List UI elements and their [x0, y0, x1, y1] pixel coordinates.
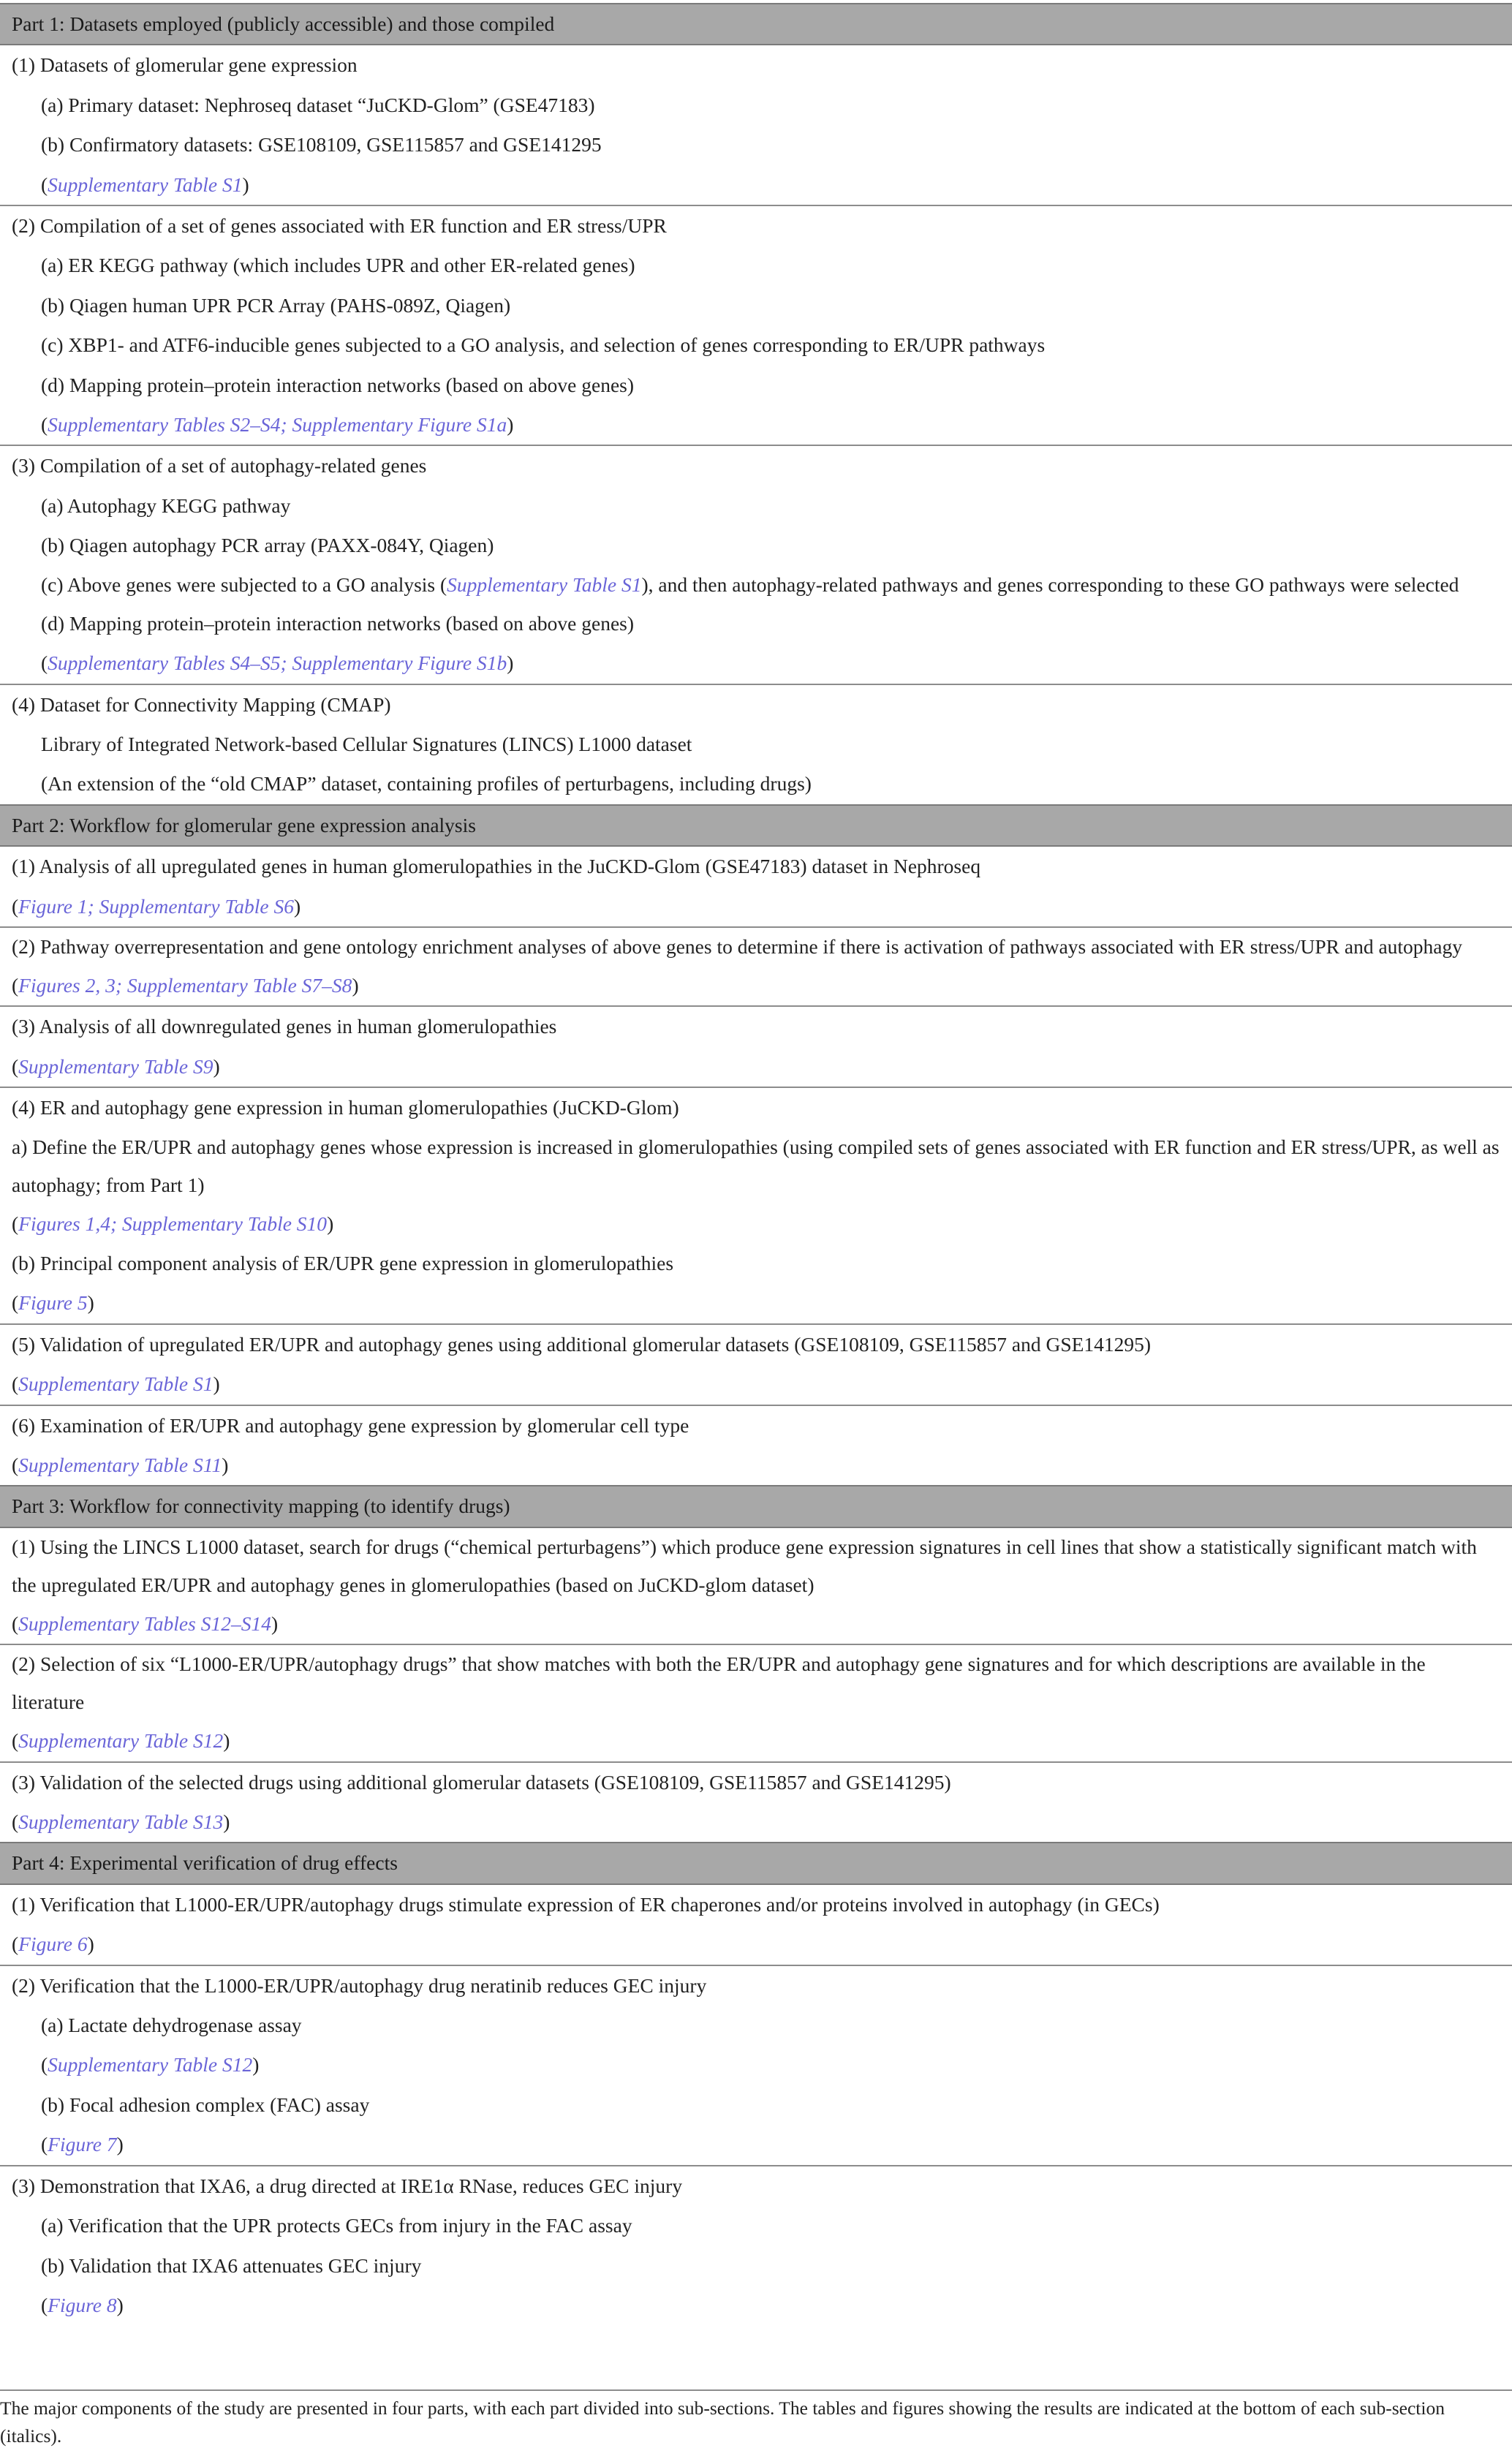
part-header-row: [0, 805, 1512, 846]
paren-close: ): [271, 1611, 279, 1635]
section-item: (6) Examination of ER/UPR and autophagy gene expression by glomerular cell type: [12, 1413, 689, 1437]
part-header: Part 1: Datasets employed (publicly accessible) and those compiled: [0, 4, 1512, 45]
figure-table-reference-link[interactable]: Figure 5: [18, 1291, 88, 1315]
sub-item: (An extension of the “old CMAP” dataset, containing profiles of perturbagens, including drugs): [41, 772, 812, 796]
figure-table-reference-link[interactable]: Supplementary Table S13: [18, 1810, 224, 1834]
paren-close: ): [116, 2133, 124, 2156]
part-header-row: [0, 1486, 1512, 1527]
paren-close: ): [327, 1212, 334, 1235]
section-cell: [0, 1405, 1512, 1486]
section-row: [0, 1324, 1512, 1405]
section-item: (3) Analysis of all downregulated genes in human glomerulopathies: [12, 1015, 557, 1038]
section-row: [0, 1884, 1512, 1965]
sub-item: Library of Integrated Network-based Cellular Signatures (LINCS) L1000 dataset: [41, 732, 692, 755]
section-row: [0, 1762, 1512, 1843]
reference-line: [12, 643, 1500, 683]
paren-open: (: [12, 894, 19, 918]
reference-line: [12, 1721, 1500, 1761]
paren-open: (: [41, 413, 48, 437]
sub-item: (a) Lactate dehydrogenase assay: [41, 2014, 302, 2037]
paren-open: (: [41, 2133, 48, 2156]
paren-open: (: [12, 1372, 19, 1396]
paren-open: (: [12, 1810, 19, 1834]
figure-table-reference-link[interactable]: Figure 8: [48, 2293, 117, 2316]
paren-close: ): [223, 1729, 230, 1753]
sub-item-with-reference: [12, 566, 1500, 604]
section-item: (4) ER and autophagy gene expression in human glomerulopathies (JuCKD-Glom): [12, 1096, 679, 1119]
section-cell: [0, 1527, 1512, 1644]
section-cell: [0, 1884, 1512, 1965]
paren-close: ): [222, 1454, 229, 1476]
figure-table-reference-link[interactable]: Supplementary Tables S2–S4; Supplementary Figure S1a: [48, 413, 507, 437]
paren-open: (: [12, 1932, 19, 1956]
reference-line: [12, 1047, 1500, 1087]
reference-line: [12, 1924, 1500, 1964]
section-item: (2) Pathway overrepresentation and gene ontology enrichment analyses of above genes to determine if there is activation of pathways associated with ER stress/UPR and autophagy: [12, 934, 1463, 958]
sub-item: (a) ER KEGG pathway (which includes UPR and other ER-related genes): [41, 254, 635, 277]
part-header-row: [0, 1843, 1512, 1883]
section-cell: [0, 927, 1512, 1006]
sub-item: (a) Autophagy KEGG pathway: [41, 494, 291, 517]
section-item: (3) Validation of the selected drugs using additional glomerular datasets (GSE108109, GSE115857 and GSE141295): [12, 1770, 951, 1794]
paren-open: (: [12, 1212, 19, 1235]
reference-line: [12, 1204, 1500, 1244]
sub-item: (b) Qiagen autophagy PCR array (PAXX-084Y, Qiagen): [41, 534, 494, 557]
section-row: [0, 1527, 1512, 1644]
section-row: [0, 846, 1512, 927]
sub-item: (b) Confirmatory datasets: GSE108109, GSE115857 and GSE141295: [41, 133, 602, 156]
reference-line: [12, 2045, 1500, 2085]
reference-line: [12, 1446, 1500, 1485]
paren-close: ): [87, 1932, 94, 1956]
paren-open: (: [12, 1611, 19, 1635]
text-fragment: ), and then autophagy-related pathways and genes corresponding to these GO pathways were selected: [641, 573, 1459, 596]
figure-table-reference-link[interactable]: Supplementary Table S11: [18, 1454, 222, 1476]
section-item: (3) Compilation of a set of autophagy-related genes: [12, 454, 427, 477]
sub-item: (b) Validation that IXA6 attenuates GEC injury: [41, 2253, 422, 2277]
figure-table-reference-link[interactable]: Supplementary Table S12: [18, 1729, 224, 1753]
figure-table-reference-link[interactable]: Figure 7: [48, 2133, 117, 2156]
figure-table-reference-link[interactable]: Figures 1,4; Supplementary Table S10: [18, 1212, 328, 1235]
figure-table-reference-link[interactable]: Supplementary Table S12: [48, 2053, 253, 2077]
section-cell: [0, 445, 1512, 684]
section-cell: [0, 684, 1512, 805]
figure-table-reference-link[interactable]: Supplementary Tables S12–S14: [18, 1611, 271, 1635]
section-item: (2) Selection of six “L1000-ER/UPR/autophagy drugs” that show matches with both the ER/UPR and autophagy gene signatures and for which descriptions are available in the literature: [12, 1652, 1426, 1714]
reference-line: [12, 165, 1500, 205]
section-item: (3) Demonstration that IXA6, a drug directed at IRE1α RNase, reduces GEC injury: [12, 2174, 683, 2197]
paren-close: ): [223, 1810, 230, 1834]
section-row: [0, 927, 1512, 1006]
figure-table-reference-link[interactable]: Supplementary Tables S4–S5; Supplementary Figure S1b: [48, 651, 507, 675]
section-row: [0, 45, 1512, 205]
sub-item: (b) Qiagen human UPR PCR Array (PAHS-089Z, Qiagen): [41, 293, 511, 317]
part-header-row: [0, 4, 1512, 45]
inline-reference-link[interactable]: Supplementary Table S1: [447, 573, 642, 596]
section-item: (1) Verification that L1000-ER/UPR/autophagy drugs stimulate expression of ER chaperones and/or proteins involved in autophagy (in GECs): [12, 1892, 1160, 1916]
paren-open: (: [12, 1729, 19, 1753]
paren-close: ): [213, 1372, 220, 1396]
sub-item: (a) Primary dataset: Nephroseq dataset “JuCKD-Glom” (GSE47183): [41, 93, 595, 116]
paren-open: (: [41, 2053, 48, 2077]
section-item: (5) Validation of upregulated ER/UPR and autophagy genes using additional glomerular datasets (GSE108109, GSE115857 and GSE141295): [12, 1332, 1152, 1356]
reference-line: [12, 887, 1500, 926]
sub-item: (d) Mapping protein–protein interaction networks (based on above genes): [41, 373, 635, 396]
section-row: [0, 1006, 1512, 1087]
reference-line: [12, 405, 1500, 445]
paren-open: (: [41, 173, 48, 196]
section-item: a) Define the ER/UPR and autophagy genes whose expression is increased in glomerulopathies (using compiled sets of genes associated with ER function and ER stress/UPR, as well as autophagy; from Part 1): [12, 1135, 1500, 1196]
workflow-table: [0, 3, 1512, 2325]
part-header: Part 2: Workflow for glomerular gene expression analysis: [0, 805, 1512, 846]
paren-close: ): [213, 1054, 220, 1078]
section-cell: [0, 1324, 1512, 1405]
section-cell: [0, 205, 1512, 445]
paren-close: ): [87, 1291, 94, 1315]
paren-close: ): [352, 973, 359, 997]
section-row: [0, 445, 1512, 684]
reference-line: [12, 1283, 1500, 1323]
figure-table-reference-link[interactable]: Supplementary Table S9: [18, 1054, 213, 1078]
paren-open: (: [12, 1291, 19, 1315]
section-cell: [0, 846, 1512, 927]
section-cell: [0, 1965, 1512, 2166]
paren-open: (: [41, 651, 48, 675]
reference-line: [12, 2286, 1500, 2325]
section-item: (1) Datasets of glomerular gene expression: [12, 53, 358, 77]
paren-close: ): [116, 2293, 124, 2316]
sub-item: (b) Focal adhesion complex (FAC) assay: [41, 2093, 370, 2116]
sub-item: (a) Verification that the UPR protects GECs from injury in the FAC assay: [41, 2214, 632, 2237]
section-row: [0, 1087, 1512, 1324]
paren-open: (: [12, 1454, 19, 1476]
sub-item: (c) XBP1- and ATF6-inducible genes subjected to a GO analysis, and selection of genes corresponding to ER/UPR pathways: [41, 333, 1046, 357]
section-row: [0, 205, 1512, 445]
section-cell: [0, 2166, 1512, 2326]
section-item: (2) Compilation of a set of genes associated with ER function and ER stress/UPR: [12, 214, 667, 238]
figure-table-reference-link[interactable]: Supplementary Table S1: [48, 173, 243, 196]
paren-open: (: [12, 1054, 19, 1078]
table-footnote: The major components of the study are presented in four parts, with each part divided into sub-sections. The tables and figures showing the results are indicated at the bottom of each sub-section (italics).: [0, 2398, 1445, 2446]
paren-close: ): [293, 894, 301, 918]
figure-table-reference-link[interactable]: Figure 1; Supplementary Table S6: [18, 894, 294, 918]
section-cell: [0, 1006, 1512, 1087]
section-row: [0, 1965, 1512, 2166]
reference-line: [12, 1364, 1500, 1404]
paren-close: ): [252, 2053, 260, 2077]
part-header: Part 3: Workflow for connectivity mapping (to identify drugs): [0, 1486, 1512, 1527]
sub-item: (d) Mapping protein–protein interaction networks (based on above genes): [41, 611, 635, 635]
section-item: (2) Verification that the L1000-ER/UPR/autophagy drug neratinib reduces GEC injury: [12, 1973, 707, 1997]
figure-table-reference-link[interactable]: Supplementary Table S1: [18, 1372, 213, 1396]
workflow-table-body: [0, 4, 1512, 2325]
section-row: [0, 1644, 1512, 1761]
section-item: (1) Analysis of all upregulated genes in human glomerulopathies in the JuCKD-Glom (GSE47183) dataset in Nephroseq: [12, 855, 981, 878]
paren-close: ): [507, 651, 514, 675]
section-row: [0, 684, 1512, 805]
paren-open: (: [41, 2293, 48, 2316]
part-header: Part 4: Experimental verification of drug effects: [0, 1843, 1512, 1883]
text-fragment: (c) Above genes were subjected to a GO analysis (: [41, 573, 447, 596]
section-item: (b) Principal component analysis of ER/UPR gene expression in glomerulopathies: [12, 1251, 674, 1274]
reference-line: [12, 966, 1500, 1005]
section-cell: [0, 45, 1512, 205]
section-row: [0, 2166, 1512, 2326]
section-cell: [0, 1087, 1512, 1324]
paren-close: ): [507, 413, 514, 437]
reference-line: [12, 1802, 1500, 1842]
section-item: (4) Dataset for Connectivity Mapping (CMAP): [12, 692, 391, 716]
paren-close: ): [242, 173, 249, 196]
figure-table-reference-link[interactable]: Figure 6: [18, 1932, 88, 1956]
section-row: [0, 1405, 1512, 1486]
table-bottom-rule: [0, 2389, 1512, 2391]
paren-open: (: [12, 973, 19, 997]
section-cell: [0, 1644, 1512, 1761]
section-cell: [0, 1762, 1512, 1843]
section-item: (1) Using the LINCS L1000 dataset, search for drugs (“chemical perturbagens”) which produce gene expression signatures in cell lines that show a statistically significant match with the upregulated ER/UPR and autophagy genes in glomerulopathies (based on JuCKD-glom dataset): [12, 1535, 1477, 1596]
reference-line: [12, 1604, 1500, 1644]
reference-line: [12, 2125, 1500, 2164]
figure-table-reference-link[interactable]: Figures 2, 3; Supplementary Table S7–S8: [18, 973, 352, 997]
